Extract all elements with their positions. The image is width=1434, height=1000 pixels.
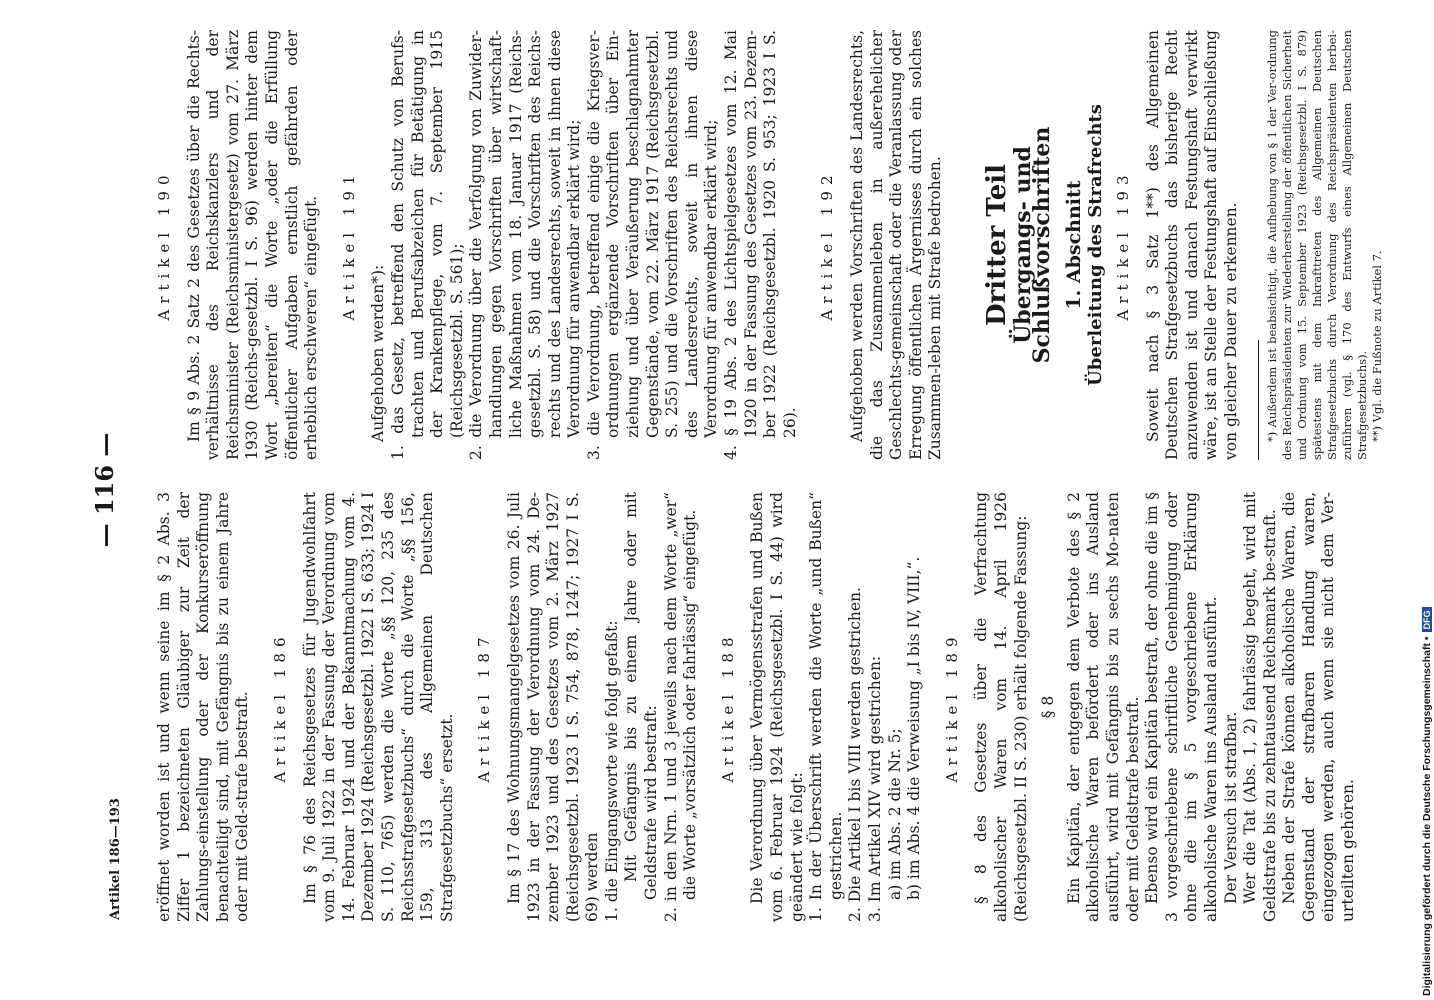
page-number: — 116 — — [90, 432, 119, 548]
article-187-item-2: 2. in den Nrn. 1 und 3 jeweils nach dem Worte „wer“ die Worte „vorsätzlich oder fahrlässig“ eingefügt. — [661, 492, 700, 922]
part-title: Übergangs- und Schlußvorschriften — [1009, 126, 1056, 364]
article-188-item-3: 3. Im Artikel XIV wird gestrichen: — [866, 655, 884, 922]
article-189-p2: Ebenso wird ein Kapitän bestraft, der ohne die im § 3 vorgeschriebene schriftliche Genehmigung oder ohne die im § 5 vorgeschriebene Erklärung alkoholische Waren ins Ausland ausführt. — [1143, 492, 1220, 922]
article-191-intro: Aufgehoben werden*): — [369, 264, 388, 442]
article-189-p4: Wer die Tat (Abs. 1, 2) fahrlässig begeht, wird mit Geldstrafe bis zu zehntausend Reichsmark be-straft. — [1241, 492, 1279, 922]
dfg-logo: DFG — [1422, 607, 1432, 632]
page-header — [90, 50, 130, 930]
footnote-2: **) Vgl. die Fußnote zu Artikel 7. — [1369, 250, 1384, 442]
article-187-text: Im § 17 des Wohnungsmangelgesetzes vom 26. Juli 1923 in der Fassung der Verordnung vom 24. De-zember 1923 und des Gesetzes vom 2. März 1927 (Reichsgesetzbl. 1923 I S. 754, 878, 1247; 1927 I S. 69) werden — [504, 492, 602, 922]
article-188-item-1: 1. In der Überschrift werden die Worte „und Bußen“ gestrichen. — [807, 492, 845, 922]
article-190-heading: Artikel 190 — [155, 169, 173, 321]
article-189-p5: Neben der Strafe können alkoholische Waren, die Gegenstand der strafbaren Handlung waren, eingezogen werden, auch wenn sie nicht dem Ver-urteilten gehören. — [1280, 492, 1358, 922]
rotated-document-page — [20, 0, 1400, 1000]
article-192-text: Aufgehoben werden Vorschriften des Landesrechts, die das Zusammenleben in außerehelicher Geschlechts-gemeinschaft oder die Veranlassung oder Erregung öffentlichen Ärgernisses durch ein solches Zusammen-leben mit Strafe bedrohen. — [848, 30, 945, 460]
article-186-text: Im § 76 des Reichsgesetzes für Jugendwohlfahrt vom 9. Juli 1922 in der Fassung der Verordnung vom 14. Februar 1924 und der Bekanntmachung vom 4. Dezember 1924 (Reichsgesetzbl. 1922 I S. 633; 1924 I S. 110, 765) werden die Worte „§§ 120, 235 des Reichsstrafgesetzbuchs“ durch die Worte „§§ 156, 159, 313 des Allgemeinen Deutschen Strafgesetzbuchs“ ersetzt. — [300, 492, 456, 922]
article-188-item-3b: b) im Abs. 4 die Verweisung „I bis IV, VIII,“. — [905, 556, 924, 900]
article-189-p1: Ein Kapitän, der entgegen dem Verbote des § 2 alkoholische Waren befördert oder ins Ausland ausführt, wird mit Gefängnis bis zu sechs Mo-naten oder mit Geldstrafe bestraft. — [1064, 492, 1142, 922]
article-191-item-3: 3. die Verordnung, betreffend einige die Kriegsver-ordnungen ergänzende Vorschriften über Ein-ziehung und über Veräußerung beschlagnahmter Gegenstände, vom 22. März 1917 (Reichsgesetzbl. S. 255) und die Vorschriften des Reichsrechts und des Landesrechts, soweit in ihnen diese Verordnung für anwendbar erklärt wird; — [584, 30, 721, 460]
footnote-1: *) Außerdem ist beabsichtigt, die Aufhebung von § 1 der Ver-ordnung des Reichspräsidenten zur Wiederherstellung der öffentlichen Sicherheit und Ordnung vom 15. September 1923 (Reichsgesetzbl. I S. 879) spätestens mit dem Inkrafttreten des Allgemeinen Deutschen Strafgesetzbuchs durch Verordnung des Reichspräsidenten herbei-zuführen (vgl. § 170 des Entwurfs eines Allgemeinen Deutschen Strafgesetzbuchs). — [1264, 30, 1369, 460]
article-191-item-2: 2. die Verordnung über die Verfolgung von Zuwider-handlungen gegen Vorschriften über wirtschaft-liche Maßnahmen vom 18. Januar 1917 (Reichs-gesetzbl. S. 58) und die Vorschriften des Reichs-rechts und des Landesrechts, soweit in ihnen diese Verordnung für anwendbar erklärt wird; — [467, 30, 584, 460]
digitization-credit-text: Digitalisierung gefördert durch die Deutsche Forschungsgemeinschaft • — [1421, 636, 1433, 996]
article-192-heading: Artikel 192 — [818, 169, 837, 321]
article-187-item-1: 1. die Eingangsworte wie folgt gefaßt: — [602, 620, 621, 922]
running-title: Artikel 186—193 — [108, 798, 123, 920]
article-189-heading: Artikel 189 — [942, 631, 961, 783]
digitization-credit — [1418, 6, 1434, 996]
article-191-item-4: 4. § 19 Abs. 2 des Lichtspielgesetzes vom 12. Mai 1920 in der Fassung des Gesetzes vom 23. Dezem-ber 1922 (Reichsgesetzbl. 1920 S. 953; 1923 I S. 26). — [722, 30, 799, 460]
article-191-item-1: 1. das Gesetz, betreffend den Schutz von Berufs-trachten und Berufsabzeichen für Betätigung in der Krankenpflege, vom 7. September 1915 (Reichsgesetzbl. S. 561); — [388, 30, 466, 460]
section-title: Überleitung des Strafrechts — [1085, 104, 1107, 386]
article-191-heading: Artikel 191 — [339, 169, 358, 321]
left-column — [155, 492, 1359, 922]
intro-paragraph: eröffnet worden ist und wenn seine im § 2 Abs. 3 Ziffer 1 bezeichneten Gläubiger zur Zeit der Zahlungs-einstellung oder der Konkurseröffnung benachteiligt sind, mit Gefängnis bis zu einem Jahre oder mit Geld-strafe bestraft. — [155, 492, 252, 922]
article-188-item-2: 2. Die Artikel I bis VIII werden gestrichen. — [846, 587, 865, 922]
part-heading: Dritter Teil — [981, 163, 1012, 327]
article-187-item-1-quote: Mit Gefängnis bis zu einem Jahre oder mit Geldstrafe wird bestraft: — [622, 492, 661, 900]
right-column — [155, 30, 1385, 460]
article-193-heading: Artikel 193 — [1113, 169, 1132, 321]
footnote-divider — [1258, 340, 1259, 460]
article-188-item-3a: a) im Abs. 2 die Nr. 5; — [885, 728, 904, 900]
article-189-paragraph-mark: § 8 — [1039, 695, 1058, 719]
article-190-text: Im § 9 Abs. 2 Satz 2 des Gesetzes über die Rechts-verhältnisse des Reichskanzlers und der Reichsminister (Reichsministergesetz) vom 27. März 1930 (Reichs-gesetzbl. I S. 96) werden hinter dem Wort „bereiten“ die Worte „oder die Erfüllung öffentlicher Aufgaben ernstlich gefährden oder erheblich erschweren“ eingefügt. — [184, 30, 321, 460]
article-188-heading: Artikel 188 — [718, 631, 737, 783]
article-187-heading: Artikel 187 — [475, 631, 494, 783]
section-heading: 1. Abschnitt — [1062, 180, 1085, 310]
article-193-text: Soweit nach § 3 Satz 1**) des Allgemeinen Deutschen Strafgesetzbuchs das bisherige Recht anzuwenden ist und danach Festungshaft verwirkt wäre, ist an Stelle der Festungshaft auf Einschließung von gleicher Dauer zu erkennen. — [1143, 30, 1240, 460]
article-188-text: Die Verordnung über Vermögensstrafen und Bußen vom 6. Februar 1924 (Reichsgesetzbl. I S. 44) wird geändert wie folgt: — [748, 492, 806, 922]
article-186-heading: Artikel 186 — [270, 631, 289, 783]
article-189-p3: Der Versuch ist strafbar. — [1221, 711, 1240, 904]
article-189-text: § 8 des Gesetzes über die Verfrachtung alkoholischer Waren vom 14. April 1926 (Reichsgesetzbl. II S. 230) erhält folgende Fassung: — [972, 492, 1030, 922]
